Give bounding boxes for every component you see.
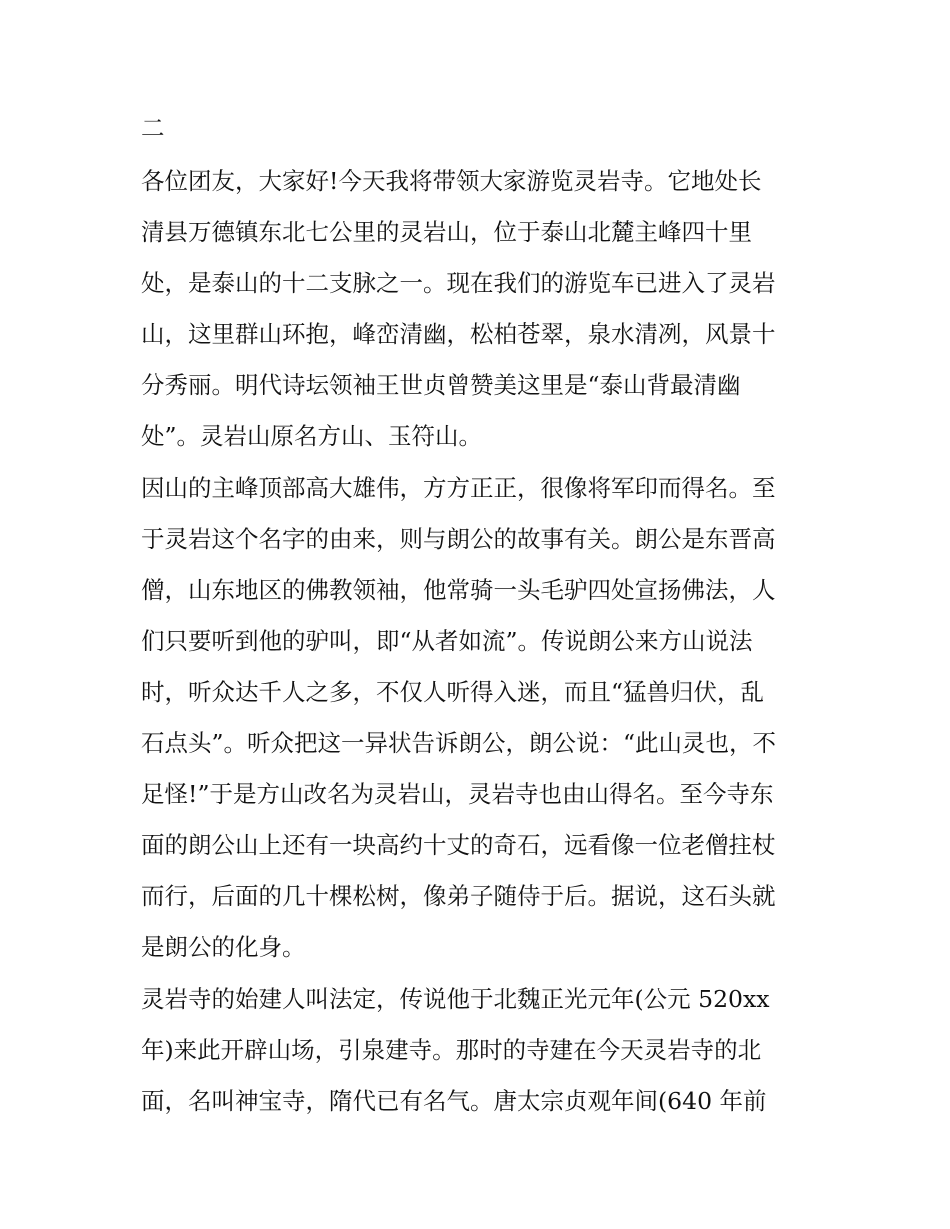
text-line: 足怪!”于是方山改名为灵岩山，灵岩寺也由山得名。至今寺东 [141,780,774,808]
text-line: 灵岩寺的始建人叫法定，传说他于北魏正光元年(公元 520xx [141,985,770,1013]
text-line: 清县万德镇东北七公里的灵岩山，位于泰山北麓主峰四十里 [141,218,752,246]
text-line: 各位团友，大家好!今天我将带领大家游览灵岩寺。它地处长 [141,167,762,195]
text-line: 而行，后面的几十棵松树，像弟子随侍于后。据说，这石头就 [141,882,776,910]
text-line: 因山的主峰顶部高大雄伟，方方正正，很像将军印而得名。至 [141,474,776,502]
text-line: 是朗公的化身。 [141,933,306,961]
text-line: 时，听众达千人之多，不仅人听得入迷，而且“猛兽归伏，乱 [141,678,765,706]
text-line: 僧，山东地区的佛教领袖，他常骑一头毛驴四处宣扬佛法，人 [141,576,776,604]
text-line: 处”。灵岩山原名方山、玉符山。 [141,422,483,450]
text-line: 面，名叫神宝寺，隋代已有名气。唐太宗贞观年间(640 年前 [141,1087,767,1115]
text-line: 于灵岩这个名字的由来，则与朗公的故事有关。朗公是东晋高 [141,525,776,553]
text-line: 处，是泰山的十二支脉之一。现在我们的游览车已进入了灵岩 [141,269,776,297]
text-line: 分秀丽。明代诗坛领袖王世贞曾赞美这里是“泰山背最清幽 [141,371,741,399]
text-line: 们只要听到他的驴叫，即“从者如流”。传说朗公来方山说法 [141,627,753,655]
text-line: 石点头”。听众把这一异状告诉朗公，朗公说：“此山灵也，不 [141,729,777,757]
text-line: 年)来此开辟山场，引泉建寺。那时的寺建在今天灵岩寺的北 [141,1036,762,1064]
section-number: 二 [141,114,165,142]
text-line: 面的朗公山上还有一块高约十丈的奇石，远看像一位老僧拄杖 [141,831,776,859]
text-line: 山，这里群山环抱，峰峦清幽，松柏苍翠，泉水清冽，风景十 [141,320,776,348]
